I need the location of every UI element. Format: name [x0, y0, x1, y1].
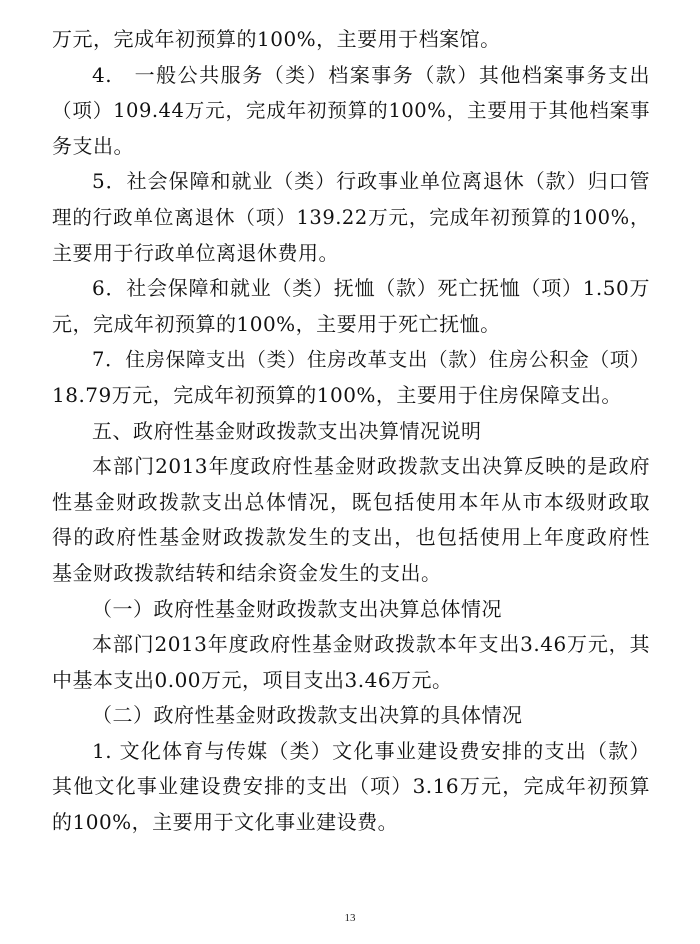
page-number: 13 [344, 912, 356, 924]
text-line: 基金财政拨款结转和结余资金发生的支出。 [52, 560, 442, 585]
body-text [52, 22, 650, 841]
text-line: 本部门2013年度政府性基金财政拨款本年支出3.46万元，其 [92, 632, 650, 657]
text-line: 18.79万元，完成年初预算的100%，主要用于住房保障支出。 [52, 382, 622, 407]
text-line: 元，完成年初预算的100%，主要用于死亡抚恤。 [52, 311, 501, 336]
text-line: 其他文化事业建设费安排的支出（项）3.16万元，完成年初预算 [52, 774, 650, 799]
text-line: 4. 一般公共服务（类）档案事务（款）其他档案事务支出 [92, 62, 650, 87]
text-line: 6．社会保障和就业（类）抚恤（款）死亡抚恤（项）1.50万 [92, 276, 650, 301]
text-line: 性基金财政拨款支出总体情况，既包括使用本年从市本级财政取 [52, 489, 650, 514]
text-line: 万元，完成年初预算的100%，主要用于档案馆。 [52, 27, 501, 51]
text-line: 本部门2013年度政府性基金财政拨款支出决算反映的是政府 [92, 454, 650, 479]
text-line: 的100%，主要用于文化事业建设费。 [52, 810, 399, 835]
text-line: 中基本支出0.00万元，项目支出3.46万元。 [52, 667, 453, 692]
text-line: 7．住房保障支出（类）住房改革支出（款）住房公积金（项） [92, 348, 650, 372]
text-line: 五、政府性基金财政拨款支出决算情况说明 [92, 418, 482, 443]
text-line: 主要用于行政单位离退休费用。 [52, 240, 339, 265]
text-line: （二）政府性基金财政拨款支出决算的具体情况 [92, 703, 523, 728]
text-line: 得的政府性基金财政拨款发生的支出，也包括使用上年度政府性 [52, 525, 650, 550]
text-line: 1. 文化体育与传媒（类）文化事业建设费安排的支出（款） [92, 738, 650, 763]
text-line: （项）109.44万元，完成年初预算的100%，主要用于其他档案事 [52, 99, 650, 123]
text-line: 理的行政单位离退休（项）139.22万元，完成年初预算的100%， [52, 205, 650, 229]
text-line: 5．社会保障和就业（类）行政事业单位离退休（款）归口管 [92, 169, 650, 194]
text-line: 务支出。 [52, 133, 134, 158]
text-line: （一）政府性基金财政拨款支出决算总体情况 [92, 596, 502, 621]
